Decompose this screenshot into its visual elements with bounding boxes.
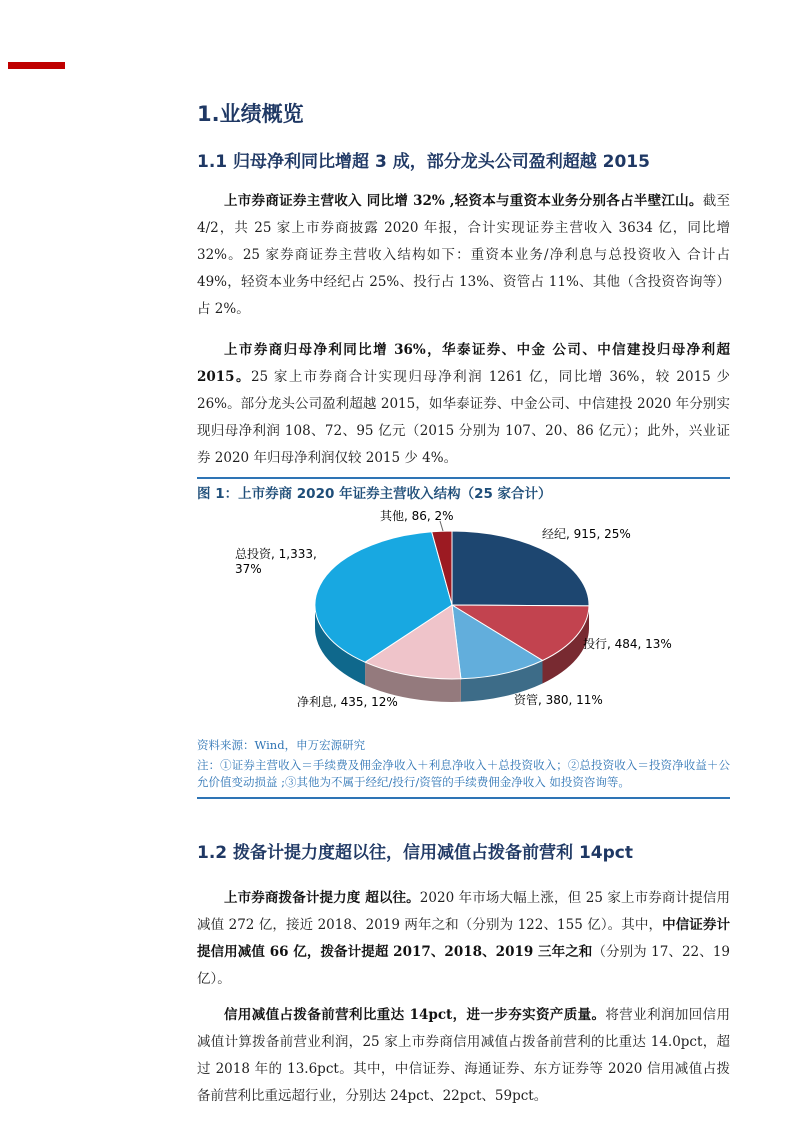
pie-chart <box>197 505 727 735</box>
pie-label-investment-banking: 投行, 484, 13% <box>583 637 672 651</box>
pie-label-asset-management: 资管, 380, 11% <box>514 693 603 707</box>
figure-1-caption: 图 1：上市券商 2020 年证券主营收入结构（25 家合计） <box>197 486 552 502</box>
paragraph-3-lead: 上市券商拨备计提力度 超以往。 <box>224 890 420 906</box>
paragraph-3-text-a: 2020 年市场大幅上涨，但 25 家上市券商计提信用减值 272 亿，接近 2018、2019 两年之和（分别为 122、155 亿）。其中， <box>197 890 730 933</box>
paragraph-3-bold-2: 中信证券计提信用减值 66 亿，拨备计提超 2017、2018、2019 三年之和 <box>197 917 731 960</box>
paragraph-4-text: 将营业利润加回信用减值计算拨备前营业利润，25 家上市券商信用减值占拨备前营利的比重达 14.0pct，超过 2018 年的 13.6pct。其中，中信证券、海通证券、东方证券等 2020 信用减值占拨备前营利比重远超行业，分别达 24pct、22pct、59pct。 <box>197 1007 730 1104</box>
figure-1 <box>197 477 730 799</box>
paragraph-2-text: 25 家上市券商合计实现归母净利润 1261 亿，同比增 36%，较 2015 少 26%。部分龙头公司盈利超越 2015，如华泰证券、中金公司、中信建投 2020 年分别实现归母净利润 108、72、95 亿元（2015 分别为 107、20、86 亿元）；此外，兴业证券 2020 年归母净利润仅较 2015 少 4%。 <box>197 369 730 466</box>
page-content <box>197 100 730 1110</box>
paragraph-3-text-b: （分别为 17、22、19 亿）。 <box>197 944 730 987</box>
section-1-title: 1.业绩概览 <box>197 102 304 126</box>
pie-chart-svg <box>197 505 727 735</box>
figure-1-source: 资料来源：Wind，申万宏源研究 <box>197 738 366 752</box>
paragraph-2-lead: 上市券商归母净利同比增 36%，华泰证券、中金 公司、中信建投归母净利超 2015。 <box>197 342 730 385</box>
subsection-1-2-title: 1.2 拨备计提力度超以往，信用减值占拨备前营利 14pct <box>197 843 633 863</box>
paragraph-1-lead: 上市券商证券主营收入 同比增 32% ,轻资本与重资本业务分别各占半壁江山。 <box>224 193 703 209</box>
paragraph-4-lead: 信用减值占拨备前营利比重达 14pct，进一步夯实资产质量。 <box>224 1007 606 1023</box>
pie-label-other: 其他, 86, 2% <box>380 509 454 523</box>
top-left-red-mark <box>8 62 65 69</box>
pie-label-brokerage: 经纪, 915, 25% <box>542 527 631 541</box>
pie-label-total-investment: 总投资, 1,333, 37% <box>235 547 317 576</box>
paragraph-1-text: 截至 4/2，共 25 家上市券商披露 2020 年报，合计实现证券主营收入 3634 亿，同比增 32%。25 家券商证券主营收入结构如下：重资本业务/净利息与总投资收入 合计占 49%，轻资本业务中经纪占 25%、投行占 13%、资管占 11%、其他（含投资咨询等）占 2%。 <box>197 193 730 317</box>
paragraph-3 <box>197 885 730 993</box>
paragraph-1 <box>197 188 730 323</box>
pie-label-net-interest: 净利息, 435, 12% <box>297 695 398 709</box>
paragraph-4 <box>197 1002 730 1110</box>
paragraph-2 <box>197 337 730 472</box>
figure-1-note: 注：①证券主营收入＝手续费及佣金净收入＋利息净收入＋总投资收入；②总投资收入＝投资净收益＋公允价值变动损益 ;③其他为不属于经纪/投行/资管的手续费佣金净收入 如投资咨询等。 <box>197 758 730 789</box>
subsection-1-1-title: 1.1 归母净利同比增超 3 成，部分龙头公司盈利超越 2015 <box>197 152 650 172</box>
